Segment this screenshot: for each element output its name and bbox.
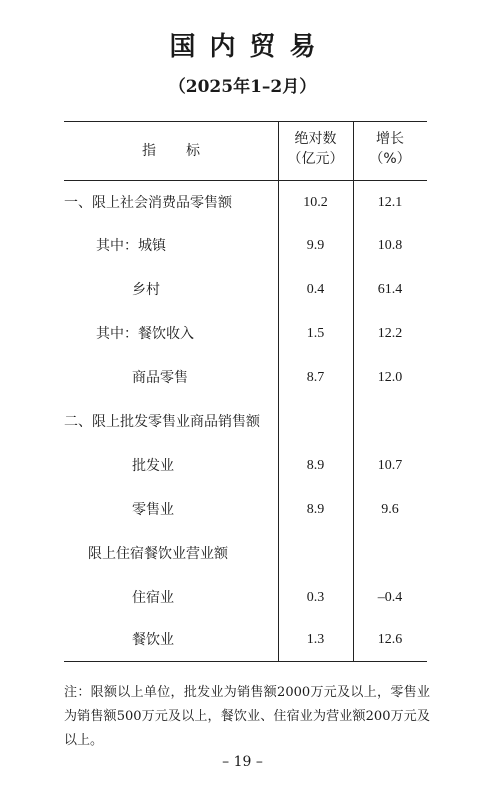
- row-growth: 10.8: [377, 238, 403, 253]
- table-row: [64, 412, 427, 432]
- row-value: 0.4: [306, 282, 325, 297]
- row-label: 住宿业: [132, 590, 174, 606]
- header-growth-line1: 增长: [376, 131, 404, 147]
- row-growth: 9.6: [381, 502, 399, 517]
- table-row: [64, 236, 427, 256]
- header-growth-line2: （%）: [369, 151, 411, 167]
- row-label: 零售业: [132, 502, 174, 518]
- row-value: 8.7: [306, 370, 325, 385]
- row-label: 批发业: [132, 458, 174, 474]
- row-label: 商品零售: [132, 370, 188, 386]
- row-value: 1.5: [306, 326, 325, 341]
- header-growth: [353, 129, 427, 169]
- table-bottom-rule: [64, 661, 427, 662]
- table-row: [64, 280, 427, 300]
- table-row: [64, 456, 427, 476]
- row-value: 10.2: [303, 195, 328, 210]
- page-number: – 19 –: [222, 754, 263, 770]
- row-growth: 10.7: [377, 458, 403, 473]
- header-absolute-line1: 绝对数: [294, 131, 337, 147]
- row-growth: 12.6: [377, 632, 403, 647]
- row-label: 其中：餐饮收入: [96, 326, 194, 342]
- table-top-rule: [64, 121, 427, 122]
- row-value: 8.9: [306, 458, 325, 473]
- row-value: 9.9: [306, 238, 325, 253]
- row-value: 1.3: [306, 632, 325, 647]
- table-row: [64, 544, 427, 564]
- row-growth: 12.2: [377, 326, 403, 341]
- page-title: 国内贸易: [169, 32, 330, 62]
- data-table: [64, 121, 427, 664]
- table-row: [64, 500, 427, 520]
- row-value: 8.9: [306, 502, 325, 517]
- row-growth: 12.1: [377, 195, 403, 210]
- table-header-rule: [64, 180, 427, 181]
- row-growth: –0.4: [377, 590, 403, 605]
- table-row: [64, 368, 427, 388]
- row-label: 一、限上社会消费品零售额: [64, 195, 232, 211]
- page-subtitle: （2025年1–2月）: [168, 77, 317, 97]
- row-growth: 61.4: [377, 282, 403, 297]
- row-label: 其中：城镇: [96, 238, 166, 254]
- table-row: [64, 193, 427, 213]
- row-label: 二、限上批发零售业商品销售额: [64, 414, 260, 430]
- footnote: 注：限额以上单位，批发业为销售额2000万元及以上，零售业为销售额500万元及以上，餐饮业、住宿业为营业额200万元及以上。: [64, 685, 430, 748]
- row-label: 乡村: [132, 282, 160, 298]
- table-row: [64, 630, 427, 650]
- table-row: [64, 588, 427, 608]
- header-indicator: 指标: [142, 143, 230, 159]
- row-label: 餐饮业: [132, 632, 174, 648]
- header-absolute: [278, 129, 353, 169]
- table-row: [64, 324, 427, 344]
- row-growth: 12.0: [377, 370, 403, 385]
- row-label: 限上住宿餐饮业营业额: [88, 546, 228, 562]
- row-value: 0.3: [306, 590, 325, 605]
- header-absolute-line2: （亿元）: [287, 151, 344, 167]
